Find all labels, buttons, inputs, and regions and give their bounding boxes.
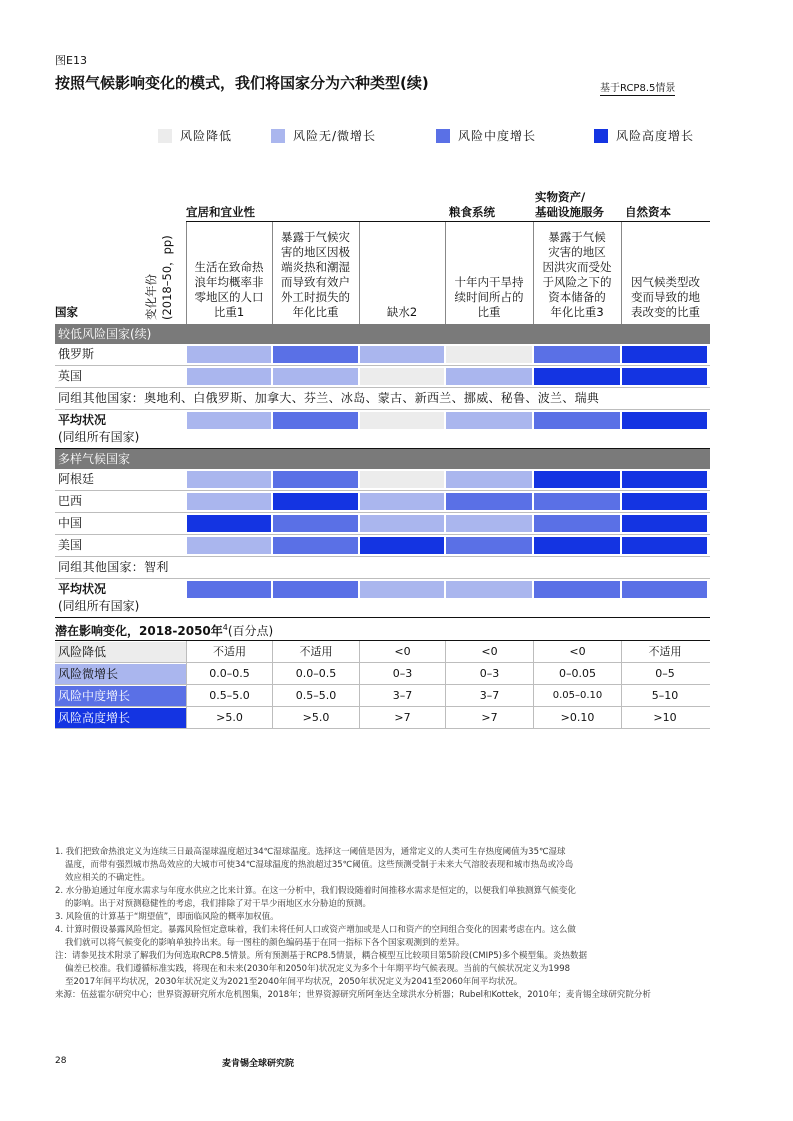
potential-row: [55, 685, 710, 707]
average-subtitle: (同组所有国家): [58, 599, 140, 613]
change-year-line1: 变化年份: [144, 274, 158, 320]
risk-cell: [360, 515, 444, 532]
col-header-biome: [621, 222, 710, 324]
potential-impact-title: [55, 622, 273, 639]
group-food: 粮食系统: [449, 205, 495, 219]
column-header-row: [55, 222, 710, 324]
average-row: [55, 410, 710, 449]
col-header-labor: [272, 222, 359, 324]
risk-cell: [273, 471, 358, 488]
footnote-line: 的影响。出于对预测稳健性的考虑，我们排除了对干旱少雨地区水分胁迫的预测。: [65, 899, 372, 909]
risk-cell: [534, 493, 620, 510]
risk-cell: [534, 471, 620, 488]
risk-cell: [187, 493, 271, 510]
risk-cell: [187, 412, 271, 429]
potential-value: 不适用: [186, 641, 272, 663]
legend-label: 风险降低: [180, 129, 233, 143]
group-physical: [535, 190, 604, 220]
table-row: [55, 491, 710, 513]
group-natural: 自然资本: [625, 205, 671, 219]
risk-cell: [622, 493, 707, 510]
header-line: 端炎热和潮湿: [281, 260, 350, 274]
risk-cell: [273, 581, 358, 598]
header-line: 年化比重: [292, 305, 339, 319]
legend-swatch: [594, 129, 608, 143]
potential-value: >7: [445, 707, 533, 729]
header-line: 年化比重3: [550, 305, 604, 319]
potential-label: 风险降低: [55, 642, 186, 662]
potential-value: <0: [533, 641, 621, 663]
potential-value: 0–5: [621, 663, 708, 685]
page-title: 按照气候影响变化的模式，我们将国家分为六种类型(续): [55, 74, 429, 92]
header-line: 比重1: [213, 305, 245, 319]
header-line: 外工时损失的: [281, 290, 350, 304]
legend-swatch: [271, 129, 285, 143]
footnote-line: 3. 风险值的计算基于“期望值”，即面临风险的概率加权值。: [55, 912, 279, 922]
risk-cell: [187, 368, 271, 385]
potential-label: 风险高度增长: [55, 708, 186, 728]
potential-value: 不适用: [272, 641, 359, 663]
risk-cell: [446, 346, 532, 363]
header-line: 十年内干旱持: [454, 275, 524, 289]
footnote-line: 来源：伍兹霍尔研究中心；世界资源研究所水危机图集，2018年；世界资源研究所阿奎达全球洪水分析器；Rubel和Kottek，2010年；麦肯锡全球研究院分析: [55, 990, 651, 1000]
risk-cell: [622, 515, 707, 532]
risk-cell: [360, 368, 444, 385]
risk-cell: [187, 515, 271, 532]
footnote-line: 2. 水分胁迫通过年度水需求与年度水供应之比来计算。在这一分析中，我们假设随着时间推移水需求是恒定的，以便我们单独测算气候变化: [55, 886, 576, 896]
potential-value: 3–7: [445, 685, 533, 707]
risk-cell: [622, 581, 707, 598]
header-line: 暴露于气候: [548, 230, 606, 244]
risk-cell: [273, 346, 358, 363]
scenario-label: 基于RCP8.5情景: [600, 79, 675, 96]
figure-label: 图E13: [55, 54, 87, 67]
risk-cell: [446, 581, 532, 598]
header-line: 缺水2: [386, 305, 418, 319]
potential-value: 0–0.05: [533, 663, 621, 685]
risk-cell: [622, 537, 707, 554]
potential-value: >0.10: [533, 707, 621, 729]
risk-cell: [187, 471, 271, 488]
average-subtitle: (同组所有国家): [58, 430, 140, 444]
average-label: [55, 410, 186, 448]
group-physical-line1: 实物资产/: [535, 190, 586, 204]
table-row: [55, 469, 710, 491]
risk-cell: [273, 412, 358, 429]
country-name: 巴西: [58, 494, 83, 508]
table-row: [55, 366, 710, 388]
average-title: 平均状况: [58, 413, 107, 427]
risk-cell: [622, 471, 707, 488]
header-line: 变而导致的地: [631, 290, 700, 304]
risk-cell: [534, 581, 620, 598]
risk-cell: [360, 471, 444, 488]
legend-item-risk-decrease: [158, 127, 232, 144]
footnote-line: 效应相关的不确定性。: [65, 873, 151, 883]
col-header-flood: [533, 222, 621, 324]
potential-row: [55, 641, 710, 663]
potential-value: 不适用: [621, 641, 708, 663]
col-header-water: [359, 222, 445, 324]
header-line: 续时间所占的: [454, 290, 524, 304]
potential-value: >5.0: [186, 707, 272, 729]
legend-label: 风险中度增长: [458, 129, 537, 143]
risk-cell: [446, 368, 532, 385]
risk-cell: [273, 368, 358, 385]
potential-value: 0–3: [359, 663, 445, 685]
potential-value: 5–10: [621, 685, 708, 707]
potential-value: 0.5–5.0: [186, 685, 272, 707]
country-name: 阿根廷: [58, 472, 95, 486]
potential-row: [55, 663, 710, 685]
header-line: 零地区的人口: [194, 290, 264, 304]
risk-cell: [534, 412, 620, 429]
legend-label: 风险高度增长: [616, 129, 695, 143]
potential-value: 3–7: [359, 685, 445, 707]
potential-impact-table: [55, 640, 710, 729]
country-name: 俄罗斯: [58, 347, 95, 361]
potential-value: <0: [359, 641, 445, 663]
risk-cell: [446, 493, 532, 510]
header-line: 灾害的地区: [548, 245, 606, 259]
risk-cell: [534, 537, 620, 554]
header-line: 资本储备的: [548, 290, 606, 304]
col-header-drought: [445, 222, 533, 324]
header-line: 因气候类型改: [631, 275, 700, 289]
header-line: 浪年均概率非: [194, 275, 264, 289]
country-name: 美国: [58, 538, 83, 552]
risk-cell: [534, 368, 620, 385]
col-header-heat: [186, 222, 272, 324]
table-row: [55, 535, 710, 557]
risk-cell: [446, 412, 532, 429]
risk-cell: [273, 537, 358, 554]
risk-cell: [360, 346, 444, 363]
legend-item-risk-none: [271, 127, 376, 144]
potential-title-sup: 4: [222, 623, 228, 632]
country-name: 中国: [58, 516, 83, 530]
average-title: 平均状况: [58, 582, 107, 596]
risk-cell: [622, 412, 707, 429]
footer-organization: 麦肯锡全球研究院: [222, 1059, 295, 1069]
group-physical-line2: 基础设施服务: [535, 205, 604, 219]
legend-swatch: [436, 129, 450, 143]
legend-label: 风险无/微增长: [293, 129, 377, 143]
footnote-line: 4. 计算时假设暴露风险恒定。暴露风险恒定意味着，我们未将任何人口或资产增加或是人口和资产的空间组合变化的因素考虑在内。这么做: [55, 925, 576, 935]
header-line: 因洪灾而受处: [542, 260, 612, 274]
footnote-line: 注：请参见技术附录了解我们为何选取RCP8.5情景。所有预测基于RCP8.5情景，耦合模型互比较项目第5阶段(CMIP5)多个模型集。炎热数据: [55, 951, 587, 961]
risk-cell: [534, 346, 620, 363]
footnote-line: 至2017年间平均状况，2030年状况定义为2021至2040年间平均状况，2050年状况定义为2041至2060年间平均状况。: [65, 977, 523, 987]
section-header-lower-risk: 较低风险国家(续): [55, 324, 710, 344]
header-line: 比重: [477, 305, 501, 319]
header-line: 生活在致命热: [194, 260, 264, 274]
change-year-header: [141, 230, 181, 320]
footnote-line: 1. 我们把致命热浪定义为连续三日最高湿球温度超过34℃湿球温度。选择这一阈值是因为，通常定义的人类可生存热度阈值为35℃湿球: [55, 847, 566, 857]
risk-cell: [360, 581, 444, 598]
potential-value: 0.0–0.5: [186, 663, 272, 685]
risk-cell: [360, 493, 444, 510]
table-row: [55, 344, 710, 366]
legend-swatch: [158, 129, 172, 143]
group-header-row: [55, 186, 710, 222]
potential-title-unit: (百分点): [227, 624, 274, 638]
group-other-countries: 同组其他国家：奥地利、白俄罗斯、加拿大、芬兰、冰岛、蒙古、新西兰、挪威、秘鲁、波兰、瑞典: [55, 388, 710, 410]
footnote-line: 我们就可以将气候变化的影响单独拎出来。每一图柱的颜色编码基于在同一指标下各个国家观测到的差异。: [65, 938, 465, 948]
change-year-line2: (2018–50，pp): [160, 235, 174, 320]
risk-cell: [187, 346, 271, 363]
risk-cell: [360, 537, 444, 554]
potential-value: >5.0: [272, 707, 359, 729]
risk-cell: [534, 515, 620, 532]
potential-value: 0–3: [445, 663, 533, 685]
average-label: [55, 579, 186, 617]
risk-cell: [273, 493, 358, 510]
risk-cell: [446, 537, 532, 554]
risk-cell: [622, 346, 707, 363]
risk-cell: [446, 471, 532, 488]
section-header-diverse-climate: 多样气候国家: [55, 449, 710, 469]
risk-cell: [273, 515, 358, 532]
footnote-line: 温度，而带有强烈城市热岛效应的大城市可使34℃湿球温度的热浪超过35℃阈值。这些预测受制于未来大气溶胶表现和城市热岛或冷岛: [65, 860, 574, 870]
risk-matrix: [55, 186, 710, 618]
header-line: 害的地区因极: [281, 245, 350, 259]
footnote-line: 偏差已校准。我们遵循标准实践，将现在和未来(2030年和2050年)状况定义为多个十年期平均气候表现。当前的气候状况定义为1998: [65, 964, 571, 974]
legend-item-risk-high: [594, 127, 694, 144]
country-column-header: 国家: [55, 305, 78, 319]
potential-value: >10: [621, 707, 708, 729]
table-row: [55, 513, 710, 535]
average-row: [55, 579, 710, 618]
header-line: 于风险之下的: [542, 275, 612, 289]
risk-cell: [187, 537, 271, 554]
risk-cell: [446, 515, 532, 532]
potential-value: 0.5–5.0: [272, 685, 359, 707]
group-livability: 宜居和宜业性: [186, 205, 255, 219]
potential-value: <0: [445, 641, 533, 663]
potential-value: >7: [359, 707, 445, 729]
risk-cell: [360, 412, 444, 429]
potential-title-text: 潜在影响变化，2018-2050年: [55, 624, 223, 638]
country-name: 英国: [58, 369, 83, 383]
risk-cell: [187, 581, 271, 598]
legend-item-risk-mid: [436, 127, 536, 144]
potential-label: 风险微增长: [55, 664, 186, 684]
header-line: 表改变的比重: [631, 305, 700, 319]
potential-label: 风险中度增长: [55, 686, 186, 706]
group-other-countries: 同组其他国家：智利: [55, 557, 710, 579]
header-line: 暴露于气候灾: [281, 230, 350, 244]
potential-value: 0.0–0.5: [272, 663, 359, 685]
potential-row: [55, 707, 710, 729]
risk-cell: [622, 368, 707, 385]
potential-value: 0.05–0.10: [533, 685, 621, 707]
page-number: 28: [55, 1056, 67, 1066]
header-line: 而导致有效户: [281, 275, 350, 289]
footnotes: [55, 846, 710, 1002]
